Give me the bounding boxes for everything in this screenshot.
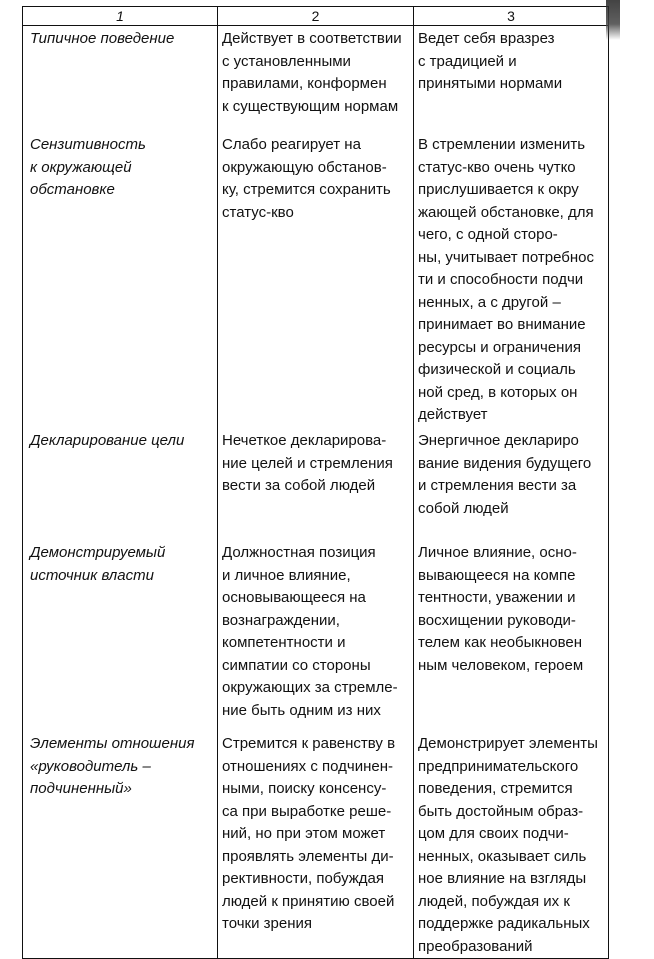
column-2-cell: Стремится к равенству в отношениях с подчинен- ными, поиску консенсу- са при выработке реше- ний, но при этом может проявлять элементы ди- рективности, побуждая людей к принятию своей точки зрения bbox=[218, 731, 414, 959]
table-row bbox=[23, 428, 609, 540]
column-3-cell: Личное влияние, осно- вывающееся на компе тентности, уважении и восхищении руководи- телем как необыкновен ным человеком, героем bbox=[414, 540, 609, 731]
comparison-table bbox=[22, 6, 609, 959]
criterion-cell: Сензитивность к окружающей обстановке bbox=[23, 132, 218, 428]
header-row bbox=[23, 7, 609, 26]
scan-edge-shadow bbox=[606, 0, 620, 40]
column-header-1: 1 bbox=[23, 7, 218, 26]
criterion-cell: Демонстрируемый источник власти bbox=[23, 540, 218, 731]
column-header-3: 3 bbox=[414, 7, 609, 26]
table-row bbox=[23, 731, 609, 959]
column-2-cell: Должностная позиция и личное влияние, основывающееся на вознаграждении, компетентности и симпатии со стороны окружающих за стремле- ние быть одним из них bbox=[218, 540, 414, 731]
column-3-cell: В стремлении изменить статус-кво очень чутко прислушивается к окру жающей обстановке, для чего, с одной сторо- ны, учитывает потребнос ти и способности подчи ненных, а с другой – принимает во внимание ресурсы и ограничения физической и социаль ной сред, в которых он действует bbox=[414, 132, 609, 428]
column-header-2: 2 bbox=[218, 7, 414, 26]
criterion-cell: Элементы отношения «руководитель – подчиненный» bbox=[23, 731, 218, 959]
table-row bbox=[23, 540, 609, 731]
criterion-cell: Типичное поведение bbox=[23, 26, 218, 133]
column-3-cell: Энергичное деклариро вание видения будущего и стремления вести за собой людей bbox=[414, 428, 609, 540]
column-2-cell: Действует в соответствии с установленными правилами, конформен к существующим нормам bbox=[218, 26, 414, 133]
column-3-cell: Ведет себя вразрез с традицией и принятыми нормами bbox=[414, 26, 609, 133]
table-row bbox=[23, 26, 609, 133]
table-row bbox=[23, 132, 609, 428]
column-3-cell: Демонстрирует элементы предпринимательского поведения, стремится быть достойным образ- цом для своих подчи- ненных, оказывает силь ное влияние на взгляды людей, побуждая их к поддержке радикальных преобразований bbox=[414, 731, 609, 959]
document-page bbox=[22, 6, 608, 955]
column-2-cell: Слабо реагирует на окружающую обстанов- ку, стремится сохранить статус-кво bbox=[218, 132, 414, 428]
criterion-cell: Декларирование цели bbox=[23, 428, 218, 540]
column-2-cell: Нечеткое декларирова- ние целей и стремления вести за собой людей bbox=[218, 428, 414, 540]
